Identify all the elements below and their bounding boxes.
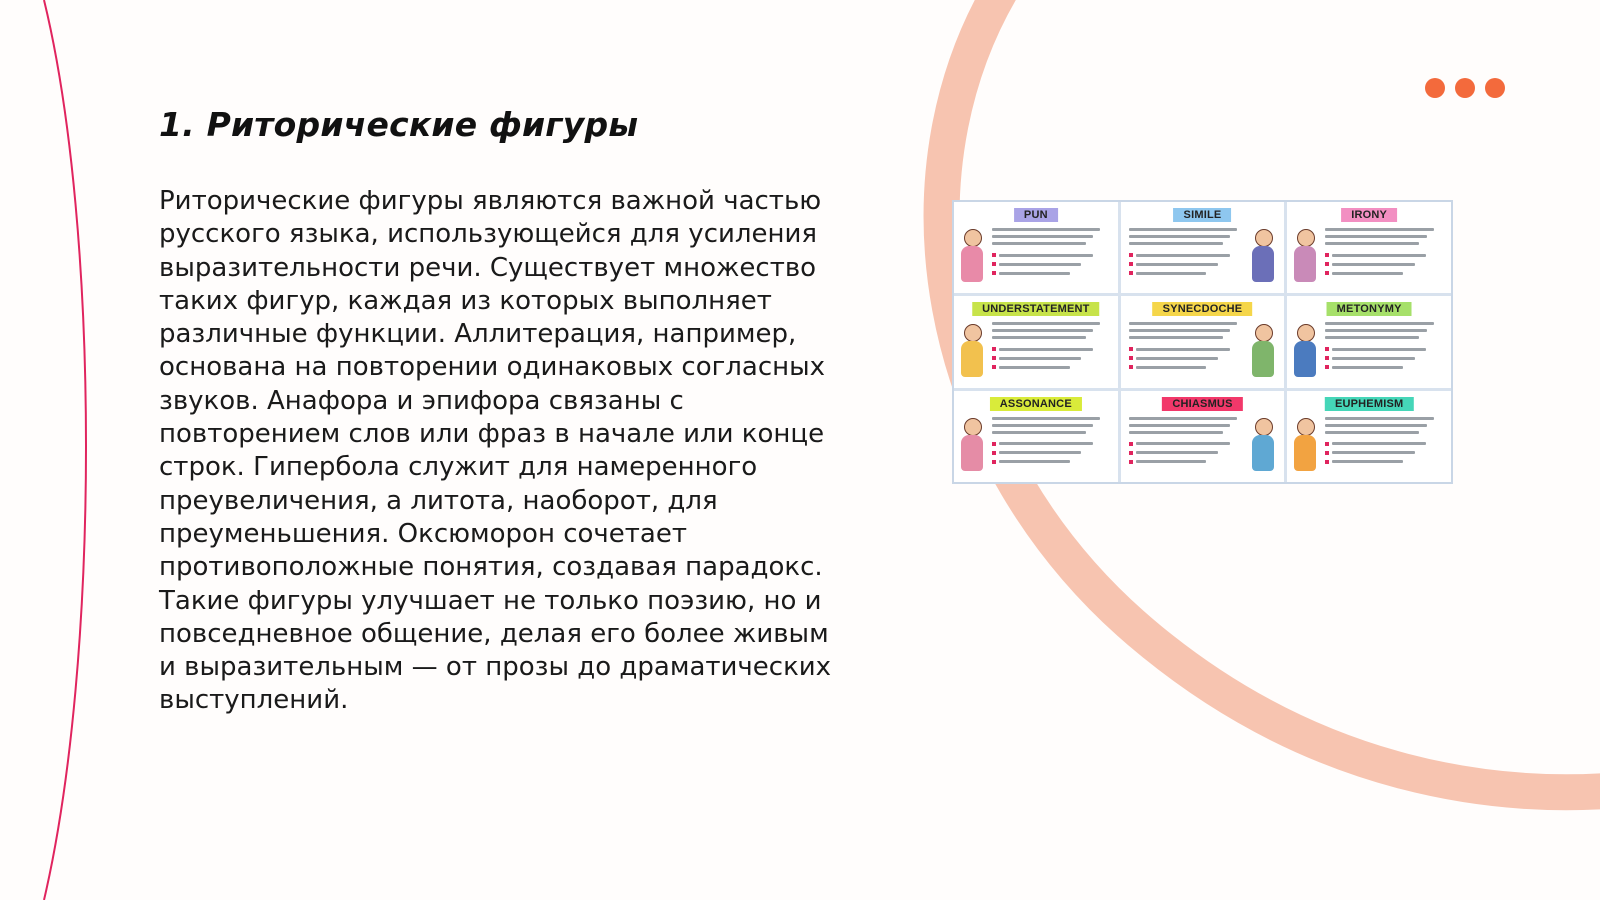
card-text-placeholder xyxy=(1129,322,1247,374)
card-text-placeholder xyxy=(992,322,1110,374)
person-illustration-icon xyxy=(1250,229,1276,287)
literary-devices-infographic xyxy=(952,200,1453,484)
infographic-card-title: IRONY xyxy=(1341,208,1397,222)
infographic-card xyxy=(1287,296,1451,387)
infographic-card xyxy=(954,202,1118,293)
person-illustration-icon xyxy=(959,418,985,476)
infographic-card xyxy=(1121,202,1285,293)
card-text-placeholder xyxy=(1325,228,1443,280)
card-text-placeholder xyxy=(1325,322,1443,374)
person-illustration-icon xyxy=(1292,229,1318,287)
card-text-placeholder xyxy=(1325,417,1443,469)
card-text-placeholder xyxy=(1129,228,1247,280)
infographic-card-title: SIMILE xyxy=(1174,208,1232,222)
left-curve-line xyxy=(44,0,86,900)
card-text-placeholder xyxy=(992,417,1110,469)
more-options-dots xyxy=(1425,78,1505,98)
person-illustration-icon xyxy=(959,229,985,287)
slide-body-text: Риторические фигуры являются важной частью русского языка, использующейся для усиления выразительности речи. Существует множество таких фигур, каждая из которых выполняет различные функции. Аллитерация, например, основана на повторении одинаковых согласных звуков. Анафора и эпифора связаны с повторением слов или фраз в начале или конце строк. Гипербола служит для намеренного преувеличения, а литота, наоборот, для преуменьшения. Оксюморон сочетает противоположные понятия, создавая парадокс. Такие фигуры улучшает не только поэзию, но и повседневное общение, делая его более живым и выразительным — от прозы до драматических выступлений. xyxy=(159,186,832,716)
infographic-card xyxy=(1121,296,1285,387)
card-text-placeholder xyxy=(992,228,1110,280)
infographic-card xyxy=(954,391,1118,482)
dot xyxy=(1485,78,1505,98)
infographic-card xyxy=(954,296,1118,387)
infographic-card-title: EUPHEMISM xyxy=(1325,397,1413,411)
infographic-card-title: SYNECDOCHE xyxy=(1153,302,1253,316)
dot xyxy=(1425,78,1445,98)
person-illustration-icon xyxy=(1250,324,1276,382)
person-illustration-icon xyxy=(1292,324,1318,382)
infographic-card xyxy=(1121,391,1285,482)
person-illustration-icon xyxy=(1250,418,1276,476)
infographic-card-title: UNDERSTATEMENT xyxy=(972,302,1100,316)
infographic-card-title: ASSONANCE xyxy=(990,397,1082,411)
infographic-card-title: METONYMY xyxy=(1327,302,1412,316)
infographic-card xyxy=(1287,391,1451,482)
person-illustration-icon xyxy=(1292,418,1318,476)
dot xyxy=(1455,78,1475,98)
slide-title: 1. Риторические фигуры xyxy=(159,105,639,144)
infographic-card-title: CHIASMUS xyxy=(1162,397,1242,411)
infographic-card xyxy=(1287,202,1451,293)
card-text-placeholder xyxy=(1129,417,1247,469)
infographic-card-title: PUN xyxy=(1014,208,1058,222)
person-illustration-icon xyxy=(959,324,985,382)
